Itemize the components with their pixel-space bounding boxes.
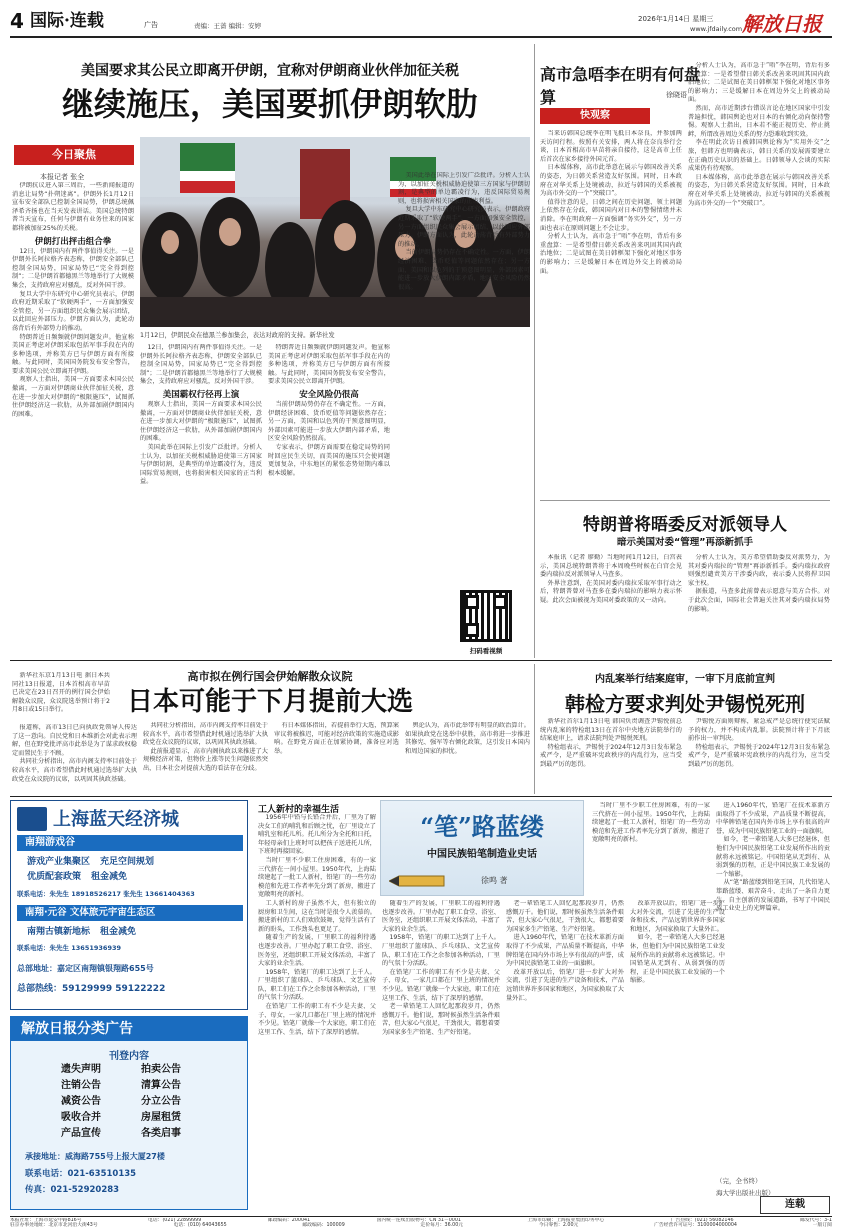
serial-section: 工人新村的幸福生活: [258, 805, 340, 815]
footer-item: 电话：(010) 64043655: [173, 1223, 227, 1228]
lead-para: 12日，伊朗国内有两件事值得关注。一是伊朗外长阿拉格齐表态称，伊朗安全部队已控制全国局势，国家局势已“完全得到控制”；二是伊朗首都德黑兰等地举行了大规模集会，支持政府应对骚乱，反对外国干涉。: [12, 247, 134, 289]
trump-para: 据报道，马查多此前曾表示愿意与美方合作。对于此次会面，国际社会普遍关注其对委内瑞拉局势的影响。: [688, 588, 830, 613]
footer-item: 邮政编码：200041: [267, 1218, 311, 1223]
quick-para: 分析人士认为，高市急于“唔”李在明，背后有多重盘算：一是希望借日韩关系改善来巩固其国内政治地位；二是试图在美日韩框架下强化对地区事务的影响力；三是缓解日本在周边外交上的被动局面。: [688, 62, 830, 104]
ad-item: 租金减免: [100, 927, 137, 937]
japan-kicker: 高市拟在例行国会伊始解散众议院: [187, 670, 353, 683]
lower-rule: [10, 796, 832, 797]
lead-para: 观察人士指出，美国一方面要求本国公民撤离，一方面对伊朗商业伙伴加征关税，意在进一步加大对伊朗的“极限施压”，试图抓住伊朗经济这一软肋，从外部加剧伊朗国内的困难。: [140, 400, 262, 443]
ad-area1-list: [27, 855, 247, 885]
ad-item: 优质配套政策: [27, 872, 82, 882]
lead-subhead-1: 伊朗打出抨击组合拳: [34, 236, 112, 247]
ad-row: [27, 925, 247, 940]
ad-area2-list: [27, 925, 247, 940]
ad-hq-phone: 总部热线：59129999 59122222: [17, 984, 166, 994]
lead-para: 专家表示，伊朗方面需要在稳定局势的同时回应民生关切，而美国的施压只会使问题更加复杂，中东地区的紧张态势短期内难以根本缓解。: [268, 443, 390, 477]
quick-para: 日本媒体称，高市此举意在展示与韩国改善关系的姿态，为日韩关系营造友好氛围。同时，日本政府在对华关系上处境被动，拉近与韩国的关系被视为高市外交的一个“突破口”。: [540, 164, 682, 198]
quick-tag: [540, 108, 650, 124]
serial-para: 在铅笔厂工作的职工有不少是夫妻、父子、母女，一家几口都在厂里上班的情况并不少见。铅笔厂就像一个大家庭，职工们在这里工作、生活，结下了深厚的感情。: [258, 1003, 376, 1036]
ad-title: 上海蓝天经济城: [53, 809, 179, 830]
quick-tag-label: 快观察: [580, 110, 610, 121]
trump-col-2: [688, 554, 830, 654]
quick-para: 值得注意的是，日韩之间在历史问题、领土问题上依然存在分歧，韩国国内对日本的警惕情绪并未消除。李在明政府一方面强调“务实外交”，另一方面也表示在原则问题上不会让步。: [540, 198, 682, 232]
serial-col-3: [506, 900, 624, 1218]
footer: [10, 1218, 832, 1228]
korea-col-2: [688, 718, 830, 792]
ad-row: [27, 855, 247, 870]
footer-item: 邮政编码：100009: [302, 1223, 345, 1228]
header-rule: [10, 36, 832, 38]
japan-para: 舆论认为，高市此举带有明显的政治算计。如果执政党在选举中获胜，高市将进一步推进其修宪、强军等右倾化政策，这引发日本国内和周边国家的担忧。: [405, 722, 530, 755]
footer-rule: [10, 1216, 832, 1217]
footer-item: 上海市印刷：上海报业集团印务中心: [527, 1218, 605, 1223]
classified-item: 注销公告: [61, 1080, 101, 1091]
lead-para: 伊朗抗议进入第三周后，一些新闻报道的消息让局势“扑朔迷离”。伊朗外长1月12日宣布安全部队已控制全国局势，伊朗总统佩泽希齐扬也在当天发表讲话。美国总统特朗普当天宣布，任何与伊朗有业务往来的国家都将被加征25%的关税。: [12, 182, 134, 232]
ad-area1-phone: 联系电话：朱先生 18918526217 张先生 13661404363: [17, 890, 195, 898]
trump-para: 本报讯（记者 廖勤）当地时间1月12日，白宫表示，美国总统特朗普将于本周晚些时候在白宫会见委内瑞拉反对派领导人马查多。: [540, 554, 682, 579]
ad-area1-label: 南翔游戏谷: [25, 837, 75, 848]
lead-col-2: [140, 344, 262, 658]
serial-col-2: [382, 900, 500, 1218]
serial-para: 老一辈铅笔工人回忆起那段岁月，仍然感慨万千。他们说，那时候虽然生活条件艰苦，但大家心气很足，干劲很大，都想着要为国家多生产铅笔、生产好铅笔。: [506, 900, 624, 933]
pencil-icon: [389, 871, 449, 891]
date-line: 2026年1月14日 星期三: [638, 15, 714, 23]
quick-headline: 高市急唔李在明有何盘算: [540, 65, 701, 107]
japan-headline: 日本可能于下月提前大选: [126, 687, 413, 717]
serial-headline: “笔”路蓝缕: [420, 812, 544, 841]
classified-title-bar: [11, 1017, 247, 1041]
serial-connect-tag: [760, 1196, 830, 1214]
bluesky-ad: [10, 800, 248, 1010]
serial-col-1: [258, 814, 376, 1218]
quick-col-1: [540, 130, 682, 470]
lead-byline: 本报记者 张全: [40, 173, 85, 181]
korea-para: 新华社首尔1月13日电 韩国负责调查尹锡悦前总统内乱案的特检组13日在首尔中央地方法院举行的结案庭审上，请求法院判处尹锡悦死刑。: [540, 718, 682, 743]
korea-headline: 韩检方要求判处尹锡悦死刑: [565, 692, 805, 716]
divider: [540, 500, 830, 501]
serial-para: 当时厂里不少职工住房困难，有的一家三代挤在一间小屋里。1950年代，上海陆续建起了一批工人新村，铅笔厂的一些劳动模范和先进工作者率先分到了新房，搬进了宽敞明亮的新村。: [592, 802, 710, 844]
japan-para: 共同社分析指出，高市内阁支持率目前处于较高水平，高市希望借此时机通过选举扩大执政党在众议院的议席，以巩固其执政基础。: [12, 758, 137, 783]
trump-para: 分析人士认为，美方希望借助委反对派势力，为其对委内瑞拉的“管理”再添新抓手。委内瑞拉政府则强烈谴责美方干涉委内政，表示委人民将捍卫国家主权。: [688, 554, 830, 587]
serial-connect-label: 连载: [785, 1199, 805, 1210]
editor-line: 责编：王蔷 编辑：安婷: [194, 22, 262, 30]
qr-code[interactable]: [460, 590, 512, 642]
korea-col-1: [540, 718, 682, 792]
ad-tag: 广告: [144, 21, 158, 29]
column-tag-label: 今日聚焦: [52, 148, 96, 161]
lead-para: 复旦大学中东研究中心研究员表示，伊朗政府近期采取了“软硬两手”，一方面加强安全管控，另一方面组织民众集会展示团结，以此回应外部压力。伊朗方面认为，此轮动荡背后有外部势力的推动。: [12, 290, 134, 332]
lead-col-3: [268, 344, 390, 658]
serial-publisher: 海大学出版社出版）: [716, 1189, 775, 1197]
serial-para: 老一辈铅笔工人回忆起那段岁月，仍然感慨万千。他们说，那时候虽然生活条件艰苦，但大家心气很足，干劲很大，都想着要为国家多生产铅笔、生产好铅笔。: [382, 1003, 500, 1036]
classified-item: 拍卖公告: [141, 1064, 181, 1075]
japan-col-2: [12, 724, 137, 792]
serial-para: 在铅笔厂工作的职工有不少是夫妻、父子、母女，一家几口都在厂里上班的情况并不少见。铅笔厂就像一个大家庭，职工们在这里工作、生活，结下了深厚的感情。: [382, 968, 500, 1002]
lead-headline: 继续施压，美国要抓伊朗软肋: [61, 85, 478, 123]
quick-para: 分析人士认为，高市急于“唔”李在明，背后有多重盘算：一是希望借日韩关系改善来巩固其国内政治地位；二是试图在美日韩框架下强化对地区事务的影响力；三是缓解日本在周边外交上的被动局面。: [540, 233, 682, 275]
trump-para: 外界注意到，在美国对委内瑞拉采取军事行动之后，特朗普曾对马查多在委内瑞拉的影响力表示怀疑。此次会面被视为美国对委政策的又一动向。: [540, 579, 682, 604]
serial-para: 1958年，铅笔厂的职工达到了上千人。厂里组织了篮球队、乒乓球队、文艺宣传队，职工们在工作之余参加各种活动，厂里的气氛十分活跃。: [258, 968, 376, 1002]
ad-item: 租金减免: [91, 872, 128, 882]
serial-end: （完，全书终）: [716, 1177, 762, 1185]
serial-para: 当时厂里不少职工住房困难，有的一家三代挤在一间小屋里。1950年代，上海陆续建起了一批工人新村，铅笔厂的一些劳动模范和先进工作者率先分到了新房，搬进了宽敞明亮的新村。: [258, 856, 376, 899]
classified-ad: [10, 1016, 248, 1210]
classified-fax: 传真：021-52920283: [25, 1185, 120, 1195]
ad-area1-bar: [17, 835, 243, 851]
serial-para: 如今，老一辈铅笔人大多已经退休，但他们为中国民族铅笔工业发展所作出的贡献将永远被铭记。中国铅笔从无到有、从弱到强的历程，正是中国民族工业发展的一个缩影。: [716, 836, 830, 878]
japan-para: 共同社分析指出，高市内阁支持率目前处于较高水平，高市希望借此时机通过选举扩大执政党在众议院的议席，以巩固其执政基础。: [143, 722, 268, 747]
serial-para: 改革开放以后，铅笔厂进一步扩大对外交流，引进了先进的生产设备和技术，产品远销世界许多国家和地区，为国家换取了大量外汇。: [630, 900, 725, 933]
japan-col-5: [405, 722, 530, 792]
ad-area2-label: 南翔·元谷 文体旅元宇宙生态区: [25, 907, 156, 918]
lead-para: 12日，伊朗国内有两件事值得关注。一是伊朗外长阿拉格齐表态称，伊朗安全部队已控制全国局势，国家局势已“完全得到控制”；二是伊朗首都德黑兰等地举行了大规模集会，支持政府应对骚乱，反对外国干涉。: [140, 344, 262, 386]
quick-para: 然而，高市近期涉台错误言论在地区国家中引发普遍担忧，韩国舆论也对日本的右倾化动向保持警惕。观察人士指出，日本若不能正视历史、停止挑衅，所谓改善周边关系的努力恐难收到实效。: [688, 104, 830, 138]
japan-col-3: [143, 722, 268, 792]
lead-col-4: [398, 172, 530, 612]
lead-para: 观察人士指出，美国一方面要求本国公民撤离，一方面对伊朗商业伙伴加征关税，意在进一步加大对伊朗的“极限施压”，试图抓住伊朗经济这一软肋，从外部加剧伊朗国内的困难。: [12, 376, 134, 418]
serial-para: 改革开放以后，铅笔厂进一步扩大对外交流，引进了先进的生产设备和技术，产品远销世界许多国家和地区，为国家换取了大量外汇。: [506, 968, 624, 1002]
lead-subhead-2: 美国霸权行径再上演: [162, 389, 240, 400]
trump-deck: 暗示美国对委“管理”再添新抓手: [617, 537, 753, 548]
ad-item: 南翔古镇新地标: [27, 927, 91, 937]
divider: [534, 664, 535, 794]
serial-para: 从“笔”路蓝缕到铅笔王国，几代铅笔人筚路蓝缕、艰苦奋斗，走出了一条自力更生、自主创新的发展道路，书写了中国民族工业史上的光辉篇章。: [716, 879, 830, 913]
footer-item: 本报社址：上海市延安中路816号: [10, 1218, 82, 1223]
lead-para: 复旦大学中东研究中心研究员表示，伊朗政府近期采取了“软硬两手”，一方面加强安全管控，另一方面组织民众集会展示团结，以此回应外部压力。伊朗方面认为，此轮动荡背后有外部势力的推动。: [398, 206, 530, 248]
ad-item: 充足空间规划: [100, 857, 155, 867]
classified-item: 清算公告: [141, 1080, 181, 1091]
quick-para: 日本媒体称，高市此举意在展示与韩国改善关系的姿态，为日韩关系营造友好氛围。同时，日本政府在对华关系上处境被动，拉近与韩国的关系被视为高市外交的一个“突破口”。: [688, 173, 830, 207]
lead-para: 美国此举在国际上引发广泛批评。分析人士认为，以加征关税相威胁迫使第三方国家与伊朗切割，是典型的单边霸凌行为，违反国际贸易规则，也将损害相关国家的正当利益。: [398, 172, 530, 205]
lead-para: 美国此举在国际上引发广泛批评。分析人士认为，以加征关税相威胁迫使第三方国家与伊朗切割，是典型的单边霸凌行为，违反国际贸易规则，也将损害相关国家的正当利益。: [140, 443, 262, 486]
lead-para: 特朗普近日频频就伊朗问题发声。他宣称美国正考虑对伊朗采取包括军事手段在内的多种选项，并称美方已与伊朗方面有所接触。与此同时，美国国务院发布安全警告，要求美国公民立即离开伊朗。: [268, 344, 390, 386]
url-line[interactable]: www.jfdaily.com: [690, 25, 743, 33]
classified-item: 遗失声明: [61, 1064, 101, 1075]
lead-subhead-3: 安全风险仍很高: [299, 389, 359, 400]
lead-kicker: 美国要求其公民立即离开伊朗，宜称对伊朗商业伙伴加征关税: [81, 63, 459, 79]
quick-para: 李在明此次访日被韩国舆论称为“实用外交”之旅，但韩方也明确表示，韩日关系的发展需要建立在正确历史认识的基础上。日韩领导人会谈的实际成果仍有待观察。: [688, 139, 830, 173]
footer-item: 邮发代号：3-1: [800, 1218, 832, 1223]
footer-item: 广告热线：(021) 56082146: [670, 1218, 734, 1223]
classified-item: 房屋租赁: [141, 1112, 181, 1123]
ad-item: 游戏产业集聚区: [27, 857, 91, 867]
serial-col-5: [630, 900, 725, 1218]
footer-item: 电话：(021) 22899999: [148, 1218, 202, 1223]
footer-item: 国内统一连续出版物号：CN 31－0001: [376, 1218, 461, 1223]
japan-para: 报道称，高市13日已向执政党领导人传达了这一意向。自民党和日本维新会对此表示理解，但在野党批评高市此举是为了谋求政权稳定而置民生于不顾。: [12, 724, 137, 757]
serial-para: 随着生产的发展，厂里职工的福利待遇也逐步改善。厂里办起了职工食堂、浴室、医务室，还组织职工开展文体活动，丰富了大家的业余生活。: [258, 934, 376, 968]
ad-area2-phone: 联系电话：朱先生 13651936939: [17, 944, 122, 952]
korea-para: 特检组表示，尹锡悦于2024年12月3日发布紧急戒严令，是严重破坏宪政秩序的内乱行为，应当受到最严厉的惩罚。: [688, 743, 830, 768]
ad-logo: [17, 807, 47, 831]
footer-item: 广告经营许可证号：3100004000004: [654, 1223, 737, 1228]
column-tag-today: [14, 145, 134, 165]
japan-para: 新华社东京1月13日电 据日本共同社13日报道，日本首相高市早苗已决定在23日召开的例行国会伊始解散众议院，众议院选举预计将于2月8日或15日举行。: [12, 672, 110, 714]
trump-col-1: [540, 554, 682, 654]
lead-para: 特朗普近日频频就伊朗问题发声。他宣称美国正考虑对伊朗采取包括军事手段在内的多种选项，并称美方已与伊朗方面有所接触。与此同时，美国国务院发布安全警告，要求美国公民立即离开伊朗。: [12, 333, 134, 375]
classified-title: 解放日报分类广告: [21, 1021, 133, 1037]
serial-para: 1958年，铅笔厂的职工达到了上千人。厂里组织了篮球队、乒乓球队、文艺宣传队，职工们在工作之余参加各种活动，厂里的气氛十分活跃。: [382, 934, 500, 968]
serial-deck: 中国民族铅笔制造业史话: [427, 849, 537, 860]
serial-author: 徐鸣 著: [481, 876, 508, 885]
serial-para: 进入1960年代，铅笔厂在技术革新方面取得了不少成果，产品质量不断提高，中华牌铅笔在国内外市场上享有很高的声誉，成为中国民族铅笔工业的一面旗帜。: [506, 934, 624, 968]
divider: [534, 44, 535, 658]
lead-para: 当前伊朗局势仍存在不确定性。一方面，伊朗经济困难、货币贬值等问题依然存在；另一方面，美国和以色列的干预意图明显，外部因素可能进一步放大伊朗内部矛盾，地区安全风险仍然很高。: [398, 249, 530, 291]
japan-para: 此前报道显示，高市内阁执政以来推进了大规模经济对策，但物价上涨等民生问题依然突出，日本社会对提前大选的看法存在分歧。: [143, 747, 268, 772]
section-title: 国际·连载: [30, 11, 104, 31]
serial-para: 如今，老一辈铅笔人大多已经退休，但他们为中国民族铅笔工业发展所作出的贡献将永远被铭记。中国铅笔从无到有、从弱到强的历程，正是中国民族工业发展的一个缩影。: [630, 934, 725, 985]
qr-label: 扫码看视频: [469, 647, 503, 655]
korea-para: 尹锡悦方面则辩称，紧急戒严是总统行使宪法赋予的权力，并不构成内乱罪。法院预计将于下月底前作出一审判决。: [688, 718, 830, 743]
classified-item: 分立公告: [141, 1096, 181, 1107]
korea-para: 特检组表示，尹锡悦于2024年12月3日发布紧急戒严令，是严重破坏宪政秩序的内乱行为，应当受到最严厉的惩罚。: [540, 743, 682, 768]
page-number: 4: [10, 9, 24, 33]
classified-item: 减资公告: [61, 1096, 101, 1107]
ad-hq: 总部地址：嘉定区南翔镇银翔路655号: [17, 964, 154, 973]
serial-para: 进入1960年代，铅笔厂在技术革新方面取得了不少成果，产品质量不断提高，中华牌铅笔在国内外市场上享有很高的声誉，成为中国民族铅笔工业的一面旗帜。: [716, 802, 830, 835]
serial-para: 1956年中铅与长铅合并后，厂里为了解决女工们的哺乳和后顾之忧，在厂里设立了哺乳室和托儿所。托儿所分为全托和日托，年轻母亲们上班时可以把孩子送进托儿所，下班时再接回家。: [258, 814, 376, 856]
korea-kicker: 内乱案举行结案庭审，一审下月底前宣判: [595, 674, 775, 685]
lead-para: 当前伊朗局势仍存在不确定性。一方面，伊朗经济困难、货币贬值等问题依然存在；另一方面，美国和以色列的干预意图明显，外部因素可能进一步放大伊朗内部矛盾，地区安全风险仍然很高。: [268, 400, 390, 443]
japan-para: 有日本媒体指出，若提前举行大选，预算案审议将被推迟，可能对经济政策的实施造成影响。在野党方面正在加紧协调，准备应对选举。: [274, 722, 399, 755]
classified-item: 产品宣传: [61, 1128, 101, 1139]
serial-col-6: [716, 802, 830, 1172]
classified-addr: 承接地址：威海路755号上报大厦27楼: [25, 1152, 165, 1161]
mid-rule: [10, 660, 832, 661]
lead-col-1: [12, 182, 134, 658]
serial-para: 随着生产的发展，厂里职工的福利待遇也逐步改善。厂里办起了职工食堂、浴室、医务室，还组织职工开展文体活动，丰富了大家的业余生活。: [382, 900, 500, 933]
newspaper-logo: 解放日报: [742, 12, 822, 36]
classified-grid: [61, 1063, 221, 1141]
classified-item: 各类启事: [141, 1128, 181, 1139]
ad-area2-bar: [17, 905, 243, 921]
serial-col-4: [592, 802, 710, 900]
ad-row: [27, 870, 247, 885]
quick-byline: 徐晓语: [666, 91, 687, 99]
footer-item: 一版订阅: [812, 1223, 832, 1228]
footer-item: 今日零售：2.00元: [538, 1223, 579, 1228]
photo-caption: 1月12日，伊朗民众在德黑兰参加集会，表达对政府的支持。新华社发: [140, 332, 335, 339]
footer-line-2: [10, 1223, 832, 1228]
footer-item: 定价每月：36.00元: [420, 1223, 464, 1228]
footer-item: 驻京办事处地址：北京市北河沿大街43号: [10, 1223, 98, 1228]
classified-phone: 联系电话：021-63510135: [25, 1169, 137, 1179]
japan-col-4: [274, 722, 399, 792]
trump-headline: 特朗普将晤委反对派领导人: [583, 515, 787, 535]
page-header: [10, 8, 832, 36]
classified-item: 吸收合并: [61, 1112, 101, 1123]
quick-col-2: [688, 62, 830, 470]
serial-para: 工人新村的房子虽然不大，但有独立的厨房和卫生间，这在当时是很令人羡慕的。搬进新村的工人们欢欣鼓舞，觉得生活有了新的盼头，工作劲头也更足了。: [258, 899, 376, 933]
classified-subtitle: 刊登内容: [109, 1051, 149, 1062]
serial-banner: [380, 800, 584, 896]
quick-para: 当来访韩国总统李在明飞抵日本奈良，并参加两天访问行程。按照有关安排，两人将在奈良举行会谈，日本首相高市早苗将亲自接待，这是高市上任后首次在家乡接待外国元首。: [540, 130, 682, 163]
